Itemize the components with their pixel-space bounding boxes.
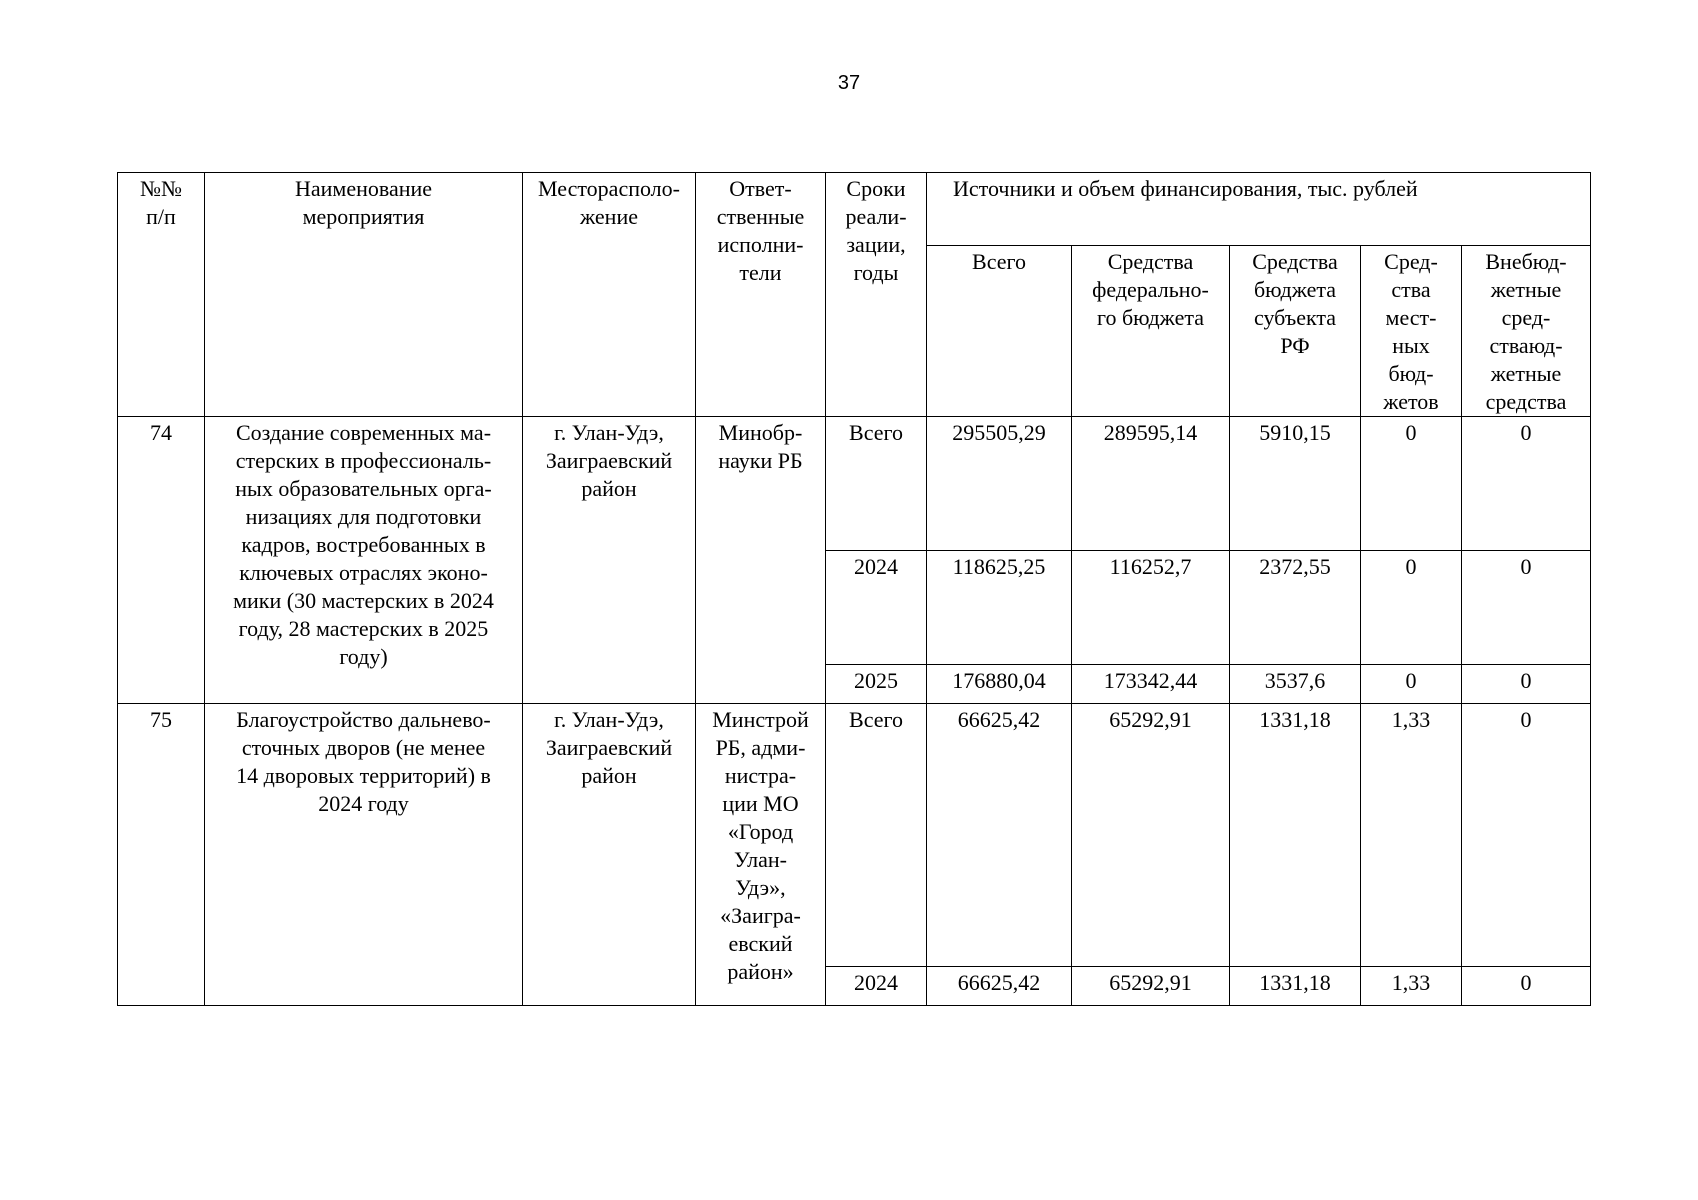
row-responsible-line: Минобр- (718, 420, 803, 445)
row-name (205, 417, 523, 704)
row-federal: 289595,14 (1072, 417, 1230, 551)
row-federal: 116252,7 (1072, 551, 1230, 665)
row-location (523, 417, 696, 704)
row-regional: 3537,6 (1230, 665, 1361, 704)
header-federal-line: федерально- (1092, 277, 1209, 302)
header-location (523, 173, 696, 417)
row-local: 0 (1361, 551, 1462, 665)
header-responsible-line: Ответ- (729, 176, 792, 201)
header-extrabudget (1462, 246, 1591, 417)
row-name-line: 14 дворовых территорий) в (236, 763, 491, 788)
row-extrabudget: 0 (1462, 967, 1591, 1006)
header-local-line: мест- (1385, 305, 1437, 330)
header-extrabudget-line: жетные (1490, 277, 1562, 302)
row-period: Всего (826, 704, 927, 967)
row-responsible-line: район» (727, 959, 794, 984)
header-local (1361, 246, 1462, 417)
header-local-line: ства (1391, 277, 1431, 302)
row-name-line: Создание современных ма- (235, 420, 492, 445)
header-extrabudget-line: стваюд- (1489, 333, 1563, 358)
table-row (118, 417, 1591, 551)
row-name-line: низациях для подготовки (245, 504, 482, 529)
page-number: 37 (837, 72, 861, 94)
header-local-line: ных (1392, 333, 1430, 358)
header-row-top (118, 173, 1591, 246)
row-responsible-line: Минстрой (712, 707, 809, 732)
row-period: 2024 (826, 967, 927, 1006)
row-federal: 65292,91 (1072, 967, 1230, 1006)
header-name (205, 173, 523, 417)
table-row (118, 704, 1591, 967)
row-period: 2025 (826, 665, 927, 704)
row-regional: 1331,18 (1230, 967, 1361, 1006)
row-location-line: Заиграевский (545, 735, 673, 760)
row-local: 1,33 (1361, 704, 1462, 967)
header-period (826, 173, 927, 417)
header-federal-line: го бюджета (1096, 305, 1204, 330)
row-responsible (696, 704, 826, 1006)
header-extrabudget-line: Внебюд- (1485, 249, 1567, 274)
header-location-line: Месторасполо- (538, 176, 680, 201)
row-location-line: г. Улан-Удэ, (554, 420, 664, 445)
row-location-line: район (581, 763, 637, 788)
row-location (523, 704, 696, 1006)
row-responsible-line: РБ, адми- (715, 735, 806, 760)
row-total: 118625,25 (927, 551, 1072, 665)
row-total: 176880,04 (927, 665, 1072, 704)
header-num-line: №№ (140, 176, 182, 201)
row-extrabudget: 0 (1462, 417, 1591, 551)
header-extrabudget-line: жетные (1490, 361, 1562, 386)
header-responsible (696, 173, 826, 417)
row-name-line: стерских в профессиональ- (235, 448, 492, 473)
header-extrabudget-line: сред- (1501, 305, 1551, 330)
row-total: 295505,29 (927, 417, 1072, 551)
header-federal (1072, 246, 1230, 417)
row-name-line: сточных дворов (не менее (241, 735, 486, 760)
header-regional-line: Средства (1252, 249, 1338, 274)
header-local-line: жетов (1383, 389, 1439, 414)
row-name-line: году) (339, 644, 388, 669)
header-federal-line: Средства (1107, 249, 1194, 274)
row-num: 75 (118, 704, 205, 1006)
header-responsible-line: ственные (716, 204, 805, 229)
row-regional: 2372,55 (1230, 551, 1361, 665)
header-regional-line: РФ (1280, 333, 1310, 358)
row-local: 0 (1361, 417, 1462, 551)
header-name-line: Наименование (294, 176, 433, 201)
row-federal: 173342,44 (1072, 665, 1230, 704)
row-extrabudget: 0 (1462, 551, 1591, 665)
row-period: 2024 (826, 551, 927, 665)
header-num-line: п/п (146, 204, 176, 229)
row-total: 66625,42 (927, 704, 1072, 967)
row-name-line: кадров, востребованных в (241, 532, 486, 557)
header-total (927, 246, 1072, 417)
header-regional-line: бюджета (1253, 277, 1337, 302)
header-responsible-line: исполни- (717, 232, 804, 257)
row-local: 1,33 (1361, 967, 1462, 1006)
row-location-line: г. Улан-Удэ, (554, 707, 664, 732)
row-federal: 65292,91 (1072, 704, 1230, 967)
header-period-line: реали- (845, 204, 907, 229)
row-responsible-line: науки РБ (718, 448, 803, 473)
header-num (118, 173, 205, 417)
header-location-line: жение (580, 204, 638, 229)
header-regional-line: субъекта (1253, 305, 1337, 330)
row-name-line: ных образовательных орга- (235, 476, 492, 501)
header-local-line: Сред- (1384, 249, 1438, 274)
row-total: 66625,42 (927, 967, 1072, 1006)
header-total-line: Всего (972, 249, 1026, 274)
row-name-line: году, 28 мастерских в 2025 (238, 616, 489, 641)
row-extrabudget: 0 (1462, 704, 1591, 967)
header-local-line: бюд- (1388, 361, 1434, 386)
row-responsible-line: евский (728, 931, 793, 956)
row-extrabudget: 0 (1462, 665, 1591, 704)
row-responsible-line: нистра- (724, 763, 797, 788)
row-period: Всего (826, 417, 927, 551)
row-name (205, 704, 523, 1006)
row-name-line: мики (30 мастерских в 2024 (233, 588, 494, 613)
row-responsible (696, 417, 826, 704)
row-responsible-line: ции МО (722, 791, 799, 816)
header-extrabudget-line: средства (1485, 389, 1567, 414)
header-name-line: мероприятия (302, 204, 425, 229)
header-regional (1230, 246, 1361, 417)
row-local: 0 (1361, 665, 1462, 704)
row-location-line: Заиграевский (545, 448, 673, 473)
row-responsible-line: «Город (727, 819, 794, 844)
row-name-line: ключевых отраслях эконо- (239, 560, 488, 585)
row-num: 74 (118, 417, 205, 704)
row-responsible-line: Улан- (734, 847, 787, 872)
header-period-line: годы (853, 260, 899, 285)
header-responsible-line: тели (739, 260, 782, 285)
row-regional: 5910,15 (1230, 417, 1361, 551)
row-name-line: 2024 году (318, 791, 409, 816)
header-period-line: Сроки (846, 176, 906, 201)
row-regional: 1331,18 (1230, 704, 1361, 967)
financing-table (117, 172, 1591, 1006)
header-sources: Источники и объем финансирования, тыс. рублей (927, 173, 1591, 246)
row-name-line: Благоустройство дальнево- (236, 707, 491, 732)
row-responsible-line: «Заигра- (720, 903, 801, 928)
row-responsible-line: Удэ», (735, 875, 786, 900)
row-location-line: район (581, 476, 637, 501)
header-period-line: зации, (846, 232, 906, 257)
